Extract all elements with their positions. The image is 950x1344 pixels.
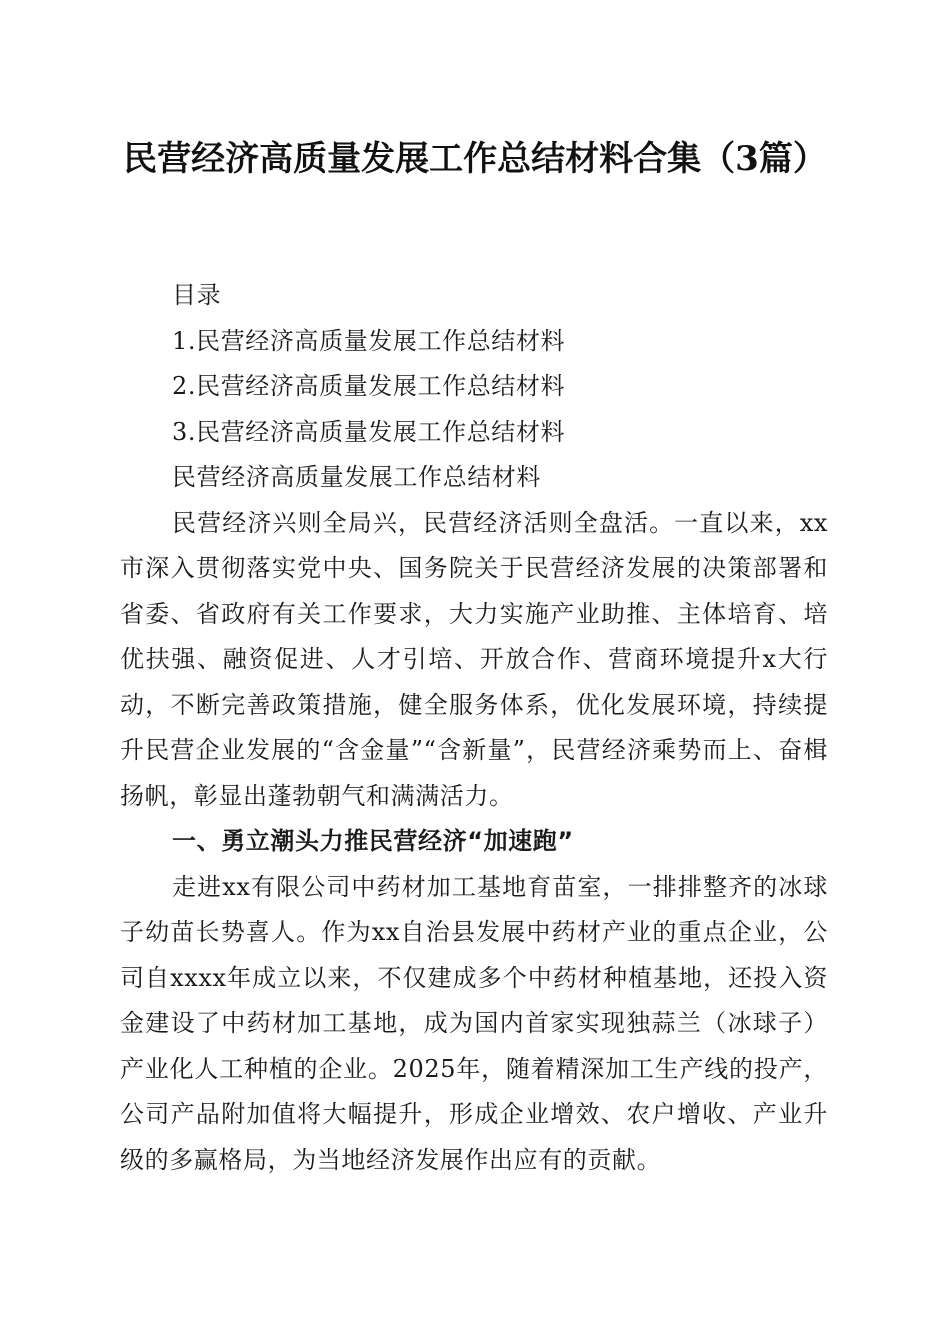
document-title: 民营经济高质量发展工作总结材料合集（3篇） <box>123 139 827 179</box>
section-1-paragraph: 走进xx有限公司中药材加工基地育苗室，一排排整齐的冰球子幼苗长势喜人。作为xx自治县发展中药材产业的重点企业，公司自xxxx年成立以来，不仅建成多个中药材种植基地，还投入资金建设了中药材加工基地，成为国内首家实现独蒜兰（冰球子）产业化人工种植的企业。2025年，随着精深加工生产线的投产，公司产品附加值将大幅提升，形成企业增效、农户增收、产业升级的多赢格局，为当地经济发展作出应有的贡献。 <box>120 872 828 1174</box>
toc-item-2: 2.民营经济高质量发展工作总结材料 <box>172 372 566 400</box>
section-1-heading: 一、勇立潮头力推民营经济“加速跑” <box>172 827 574 855</box>
toc-item-3: 3.民营经济高质量发展工作总结材料 <box>172 417 566 446</box>
document-body <box>120 273 828 1183</box>
article-title: 民营经济高质量发展工作总结材料 <box>172 463 541 491</box>
intro-paragraph: 民营经济兴则全局兴，民营经济活则全盘活。一直以来，xx市深入贯彻落实党中央、国务院关于民营经济发展的决策部署和省委、省政府有关工作要求，大力实施产业助推、主体培育、培优扶强、融资促进、人才引培、开放合作、营商环境提升x大行动，不断完善政策措施，健全服务体系，优化发展环境，持续提升民营企业发展的“含金量”“含新量”，民营经济乘势而上、奋楫扬帆，彰显出蓬勃朝气和满满活力。 <box>120 508 828 810</box>
toc-item-1: 1.民营经济高质量发展工作总结材料 <box>172 326 566 355</box>
toc-heading: 目录 <box>172 281 222 309</box>
